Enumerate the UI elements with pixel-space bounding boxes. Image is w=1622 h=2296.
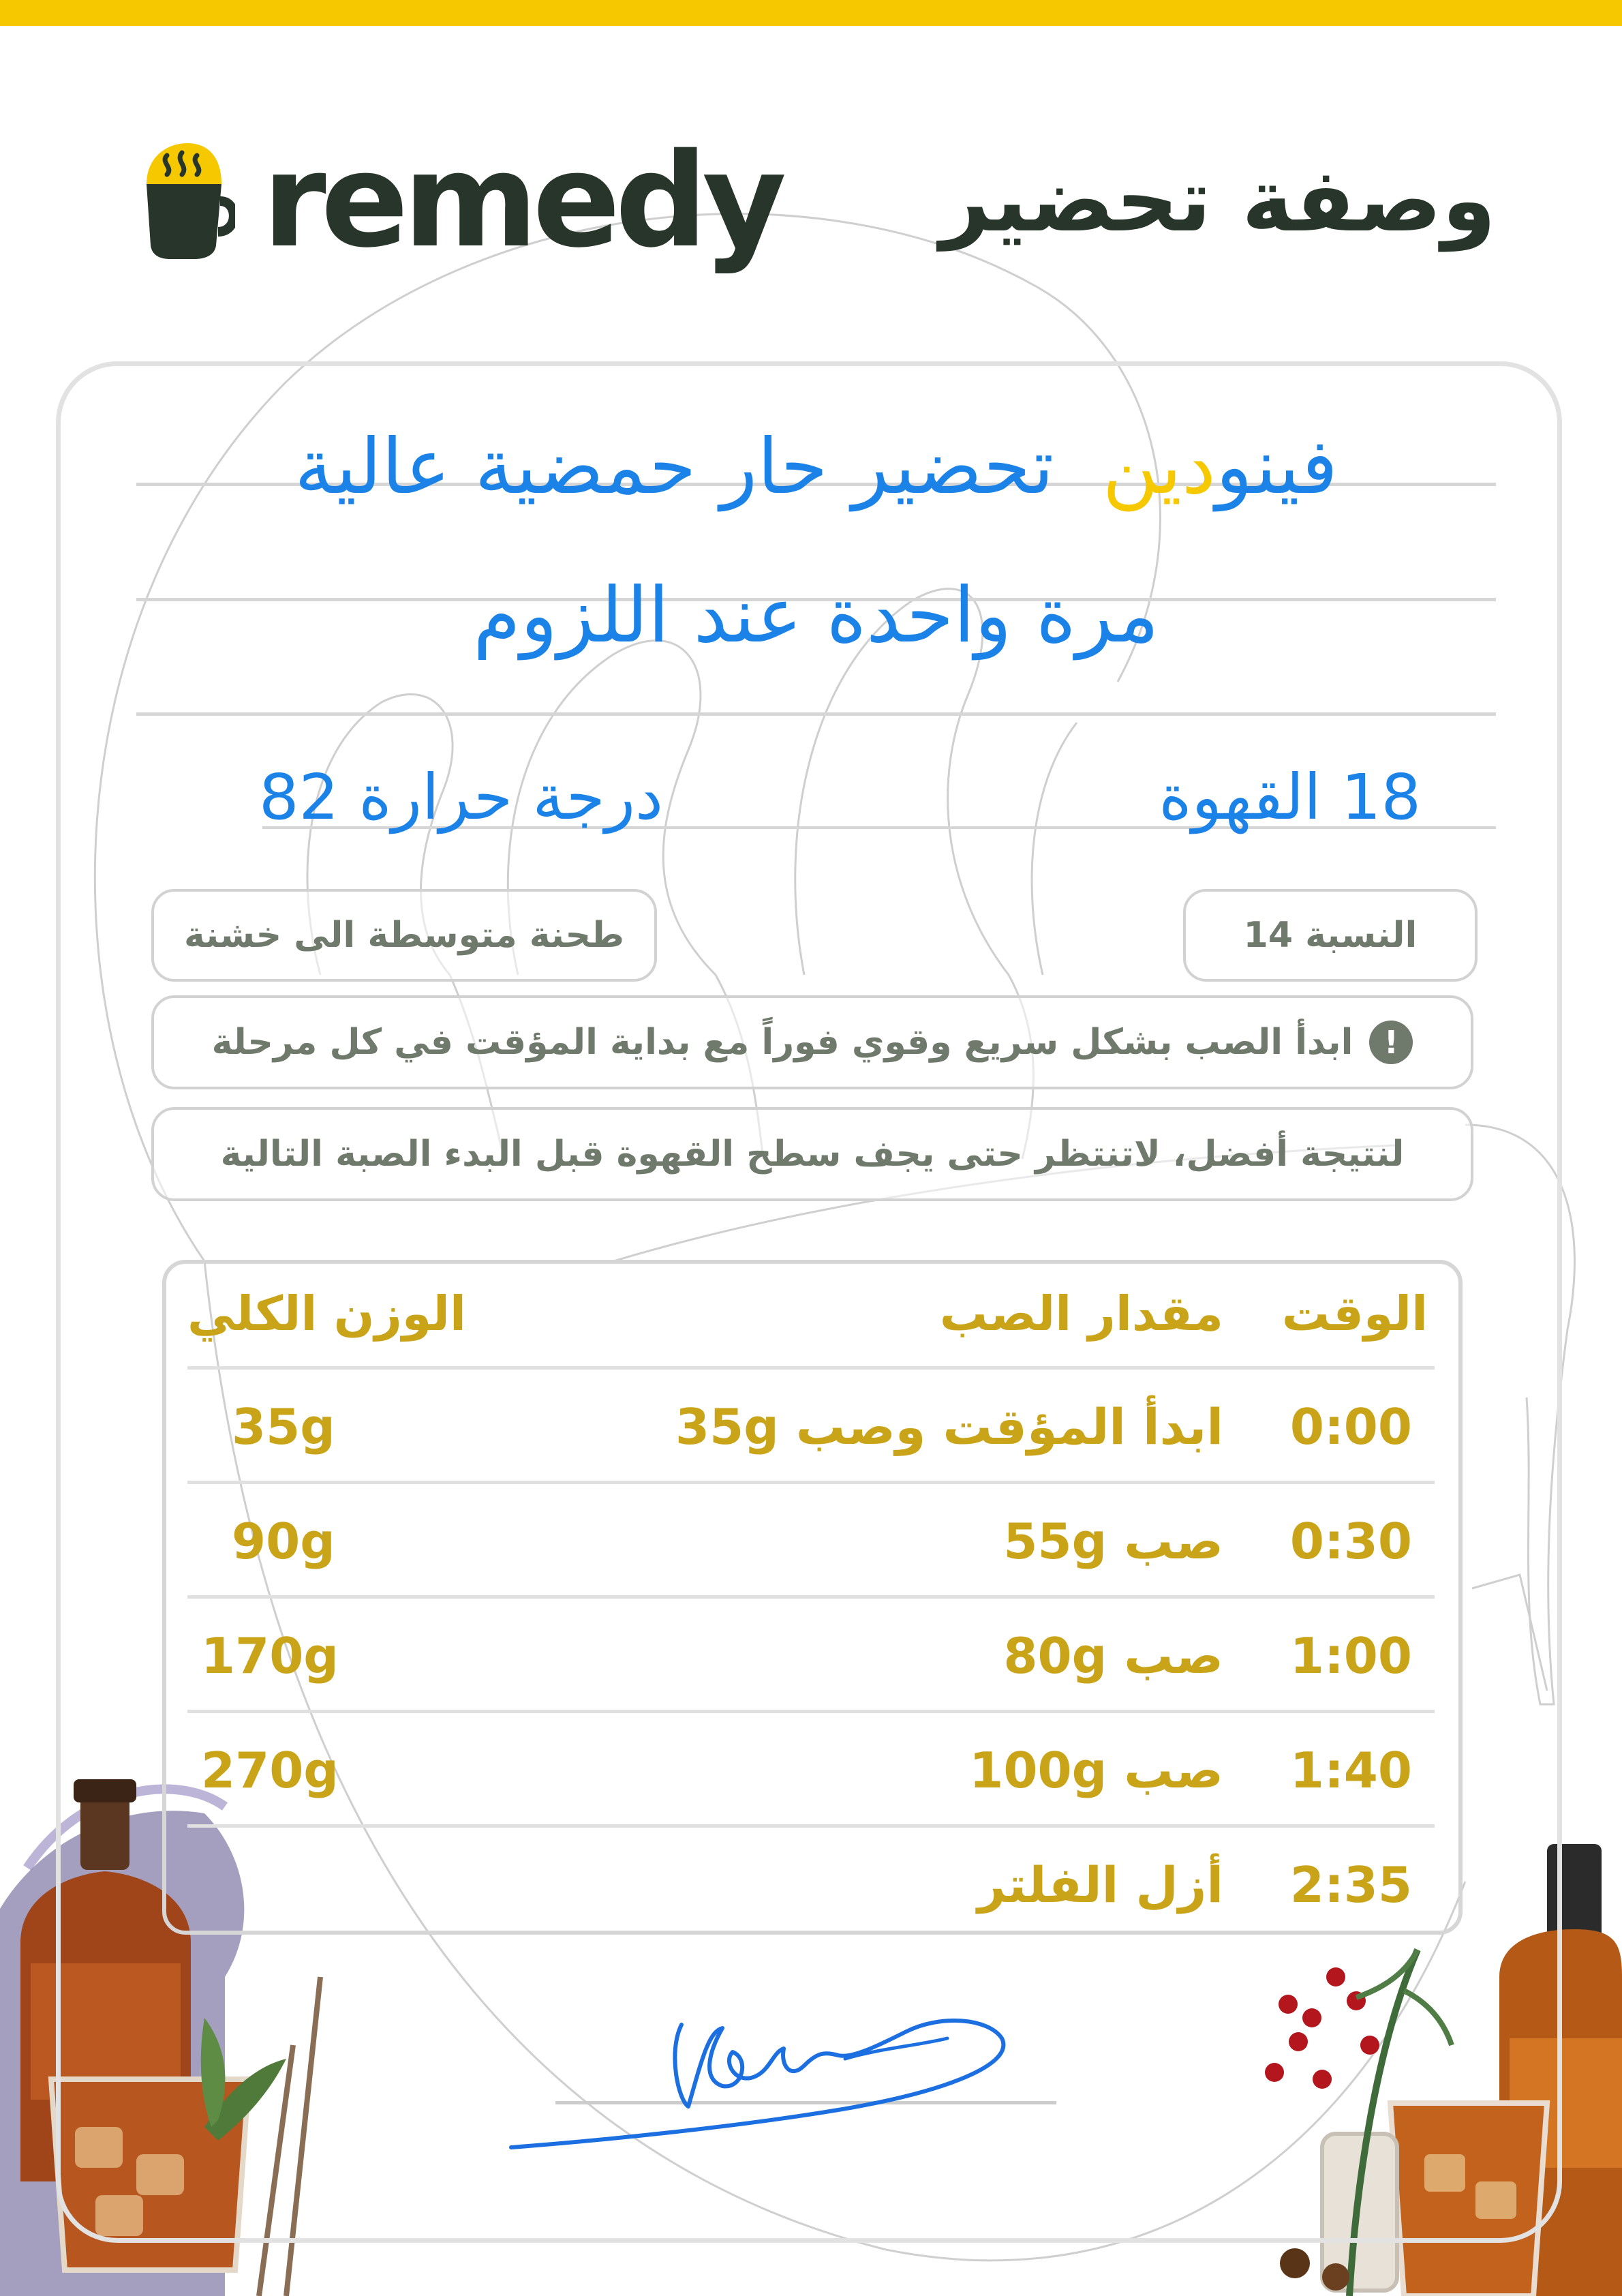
- title-origin-accent: دين: [1102, 423, 1216, 511]
- grind-badge: طحنة متوسطة الى خشنة: [151, 889, 657, 982]
- row-divider: [187, 1710, 1435, 1713]
- title-method: تحضير حار حمضية عالية: [294, 423, 1054, 511]
- brand-logo[interactable]: [140, 125, 782, 276]
- coffee-amount: 18 القهوة: [1159, 761, 1421, 834]
- cell-time: 1:00: [1289, 1627, 1412, 1685]
- page-title: وصفة تحضير: [940, 150, 1496, 252]
- top-accent-bar: [0, 0, 1622, 26]
- header-total: الوزن الكلي: [187, 1286, 466, 1342]
- tip-note-2: لنتيجة أفضل، لاتنتظر حتى يجف سطح القهوة قبل البدء الصبة التالية: [151, 1107, 1473, 1201]
- row-divider: [187, 1481, 1435, 1484]
- cell-total: 170g: [201, 1627, 339, 1685]
- header-pour: مقدار الصب: [939, 1286, 1223, 1342]
- tip-note: [151, 995, 1473, 1089]
- signature-icon: [498, 1997, 1029, 2161]
- row-divider: [187, 1824, 1435, 1828]
- warning-icon: !: [1369, 1021, 1413, 1064]
- cell-pour: أزل الفلتر: [977, 1856, 1223, 1914]
- title-underline: [136, 712, 1496, 716]
- cell-time: 2:35: [1289, 1856, 1412, 1914]
- cell-pour: صب 55g: [1003, 1513, 1223, 1570]
- cell-total: 35g: [232, 1398, 335, 1455]
- cell-total: 270g: [201, 1742, 339, 1799]
- tip-text: ابدأ الصب بشكل سريع وقوي فوراً مع بداية المؤقت في كل مرحلة: [211, 1022, 1353, 1063]
- recipe-title-line2: مرة واحدة عند اللزوم: [473, 571, 1159, 660]
- cell-pour: صب 100g: [969, 1742, 1223, 1799]
- cell-pour: صب 80g: [1003, 1627, 1223, 1685]
- cell-time: 1:40: [1289, 1742, 1412, 1799]
- row-divider: [187, 1366, 1435, 1370]
- cell-total: 90g: [232, 1513, 335, 1570]
- brand-name: remedy: [262, 125, 782, 276]
- title-origin: فينو: [1215, 423, 1338, 511]
- recipe-title: [136, 409, 1496, 525]
- water-temperature: درجة حرارة 82: [259, 761, 663, 834]
- cell-time: 0:30: [1289, 1513, 1412, 1570]
- cell-pour: ابدأ المؤقت وصب 35g: [675, 1398, 1223, 1455]
- row-divider: [187, 1595, 1435, 1599]
- cell-time: 0:00: [1289, 1398, 1412, 1455]
- coffee-cup-logo-icon: [140, 143, 235, 259]
- ratio-badge: النسبة 14: [1183, 889, 1478, 982]
- header-time: الوقت: [1281, 1286, 1428, 1342]
